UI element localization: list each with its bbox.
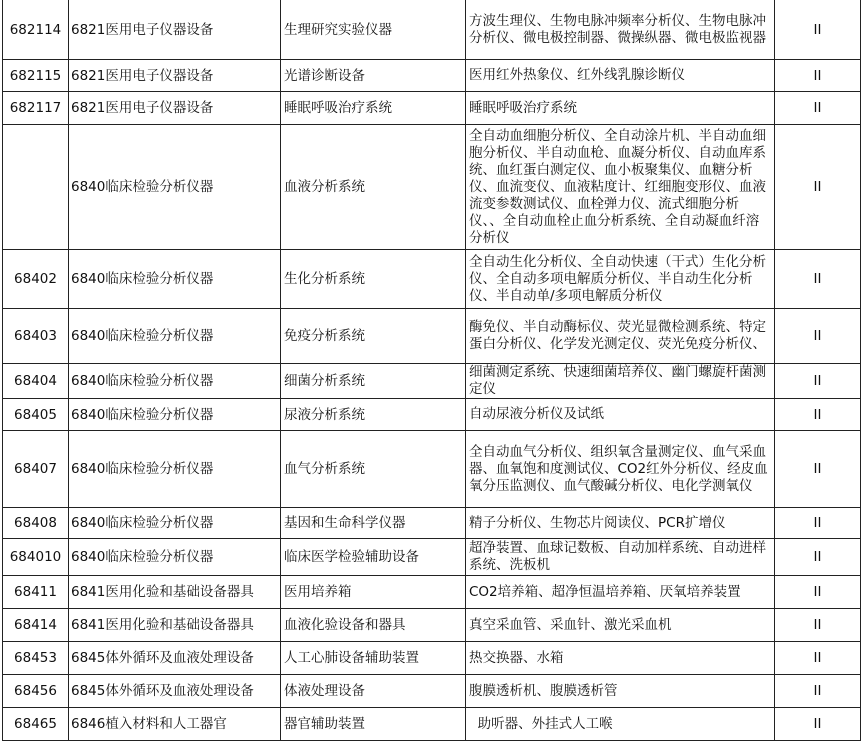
subcategory-cell: 生理研究实验仪器 <box>281 0 466 60</box>
products-cell: 助听器、外挂式人工喉 <box>466 708 775 741</box>
class-cell: II <box>775 508 861 539</box>
category-cell: 6840临床检验分析仪器 <box>69 250 281 309</box>
table-row <box>3 399 861 431</box>
class-cell: II <box>775 609 861 642</box>
subcategory-cell: 尿液分析系统 <box>281 399 466 431</box>
table-row <box>3 0 861 60</box>
code-cell: 684010 <box>3 539 69 576</box>
subcategory-cell: 血气分析系统 <box>281 431 466 508</box>
products-cell: 腹膜透析机、腹膜透析管 <box>466 675 775 708</box>
table-row <box>3 364 861 399</box>
category-cell: 6841医用化验和基础设备器具 <box>69 576 281 609</box>
class-cell: II <box>775 125 861 250</box>
subcategory-cell: 人工心肺设备辅助装置 <box>281 642 466 675</box>
code-cell: 682117 <box>3 92 69 125</box>
code-cell: 68408 <box>3 508 69 539</box>
code-cell: 68411 <box>3 576 69 609</box>
category-cell: 6841医用化验和基础设备器具 <box>69 609 281 642</box>
subcategory-cell: 器官辅助装置 <box>281 708 466 741</box>
code-cell <box>3 125 69 250</box>
code-cell: 68407 <box>3 431 69 508</box>
category-cell: 6840临床检验分析仪器 <box>69 431 281 508</box>
products-cell: 医用红外热象仪、红外线乳腺诊断仪 <box>466 60 775 92</box>
class-cell: II <box>775 675 861 708</box>
products-cell: 酶免仪、半自动酶标仪、荧光显微检测系统、特定蛋白分析仪、化学发光测定仪、荧光免疫分析仪、 <box>466 309 775 364</box>
category-cell: 6821医用电子仪器设备 <box>69 0 281 60</box>
table-row <box>3 431 861 508</box>
code-cell: 68414 <box>3 609 69 642</box>
code-cell: 682115 <box>3 60 69 92</box>
subcategory-cell: 血液化验设备和器具 <box>281 609 466 642</box>
products-cell: 全自动血气分析仪、组织氧含量测定仪、血气采血器、血氧饱和度测试仪、CO2红外分析仪、经皮血氧分压监测仪、血气酸碱分析仪、电化学测氧仪 <box>466 431 775 508</box>
table-row <box>3 250 861 309</box>
table-row <box>3 125 861 250</box>
category-cell: 6840临床检验分析仪器 <box>69 125 281 250</box>
category-cell: 6840临床检验分析仪器 <box>69 309 281 364</box>
class-cell: II <box>775 399 861 431</box>
products-cell: 全自动生化分析仪、全自动快速（干式）生化分析仪、全自动多项电解质分析仪、半自动生化分析仪、半自动单/多项电解质分析仪 <box>466 250 775 309</box>
code-cell: 68403 <box>3 309 69 364</box>
code-cell: 68453 <box>3 642 69 675</box>
table-row <box>3 92 861 125</box>
products-cell: 方波生理仪、生物电脉冲频率分析仪、生物电脉冲分析仪、微电极控制器、微操纵器、微电极监视器 <box>466 0 775 60</box>
subcategory-cell: 免疫分析系统 <box>281 309 466 364</box>
products-cell: CO2培养箱、超净恒温培养箱、厌氧培养装置 <box>466 576 775 609</box>
class-cell: II <box>775 309 861 364</box>
class-cell: II <box>775 576 861 609</box>
class-cell: II <box>775 250 861 309</box>
table-row <box>3 708 861 741</box>
category-cell: 6821医用电子仪器设备 <box>69 60 281 92</box>
device-classification-table <box>2 0 861 741</box>
class-cell: II <box>775 539 861 576</box>
class-cell: II <box>775 92 861 125</box>
class-cell: II <box>775 0 861 60</box>
category-cell: 6840临床检验分析仪器 <box>69 539 281 576</box>
code-cell: 68456 <box>3 675 69 708</box>
subcategory-cell: 体液处理设备 <box>281 675 466 708</box>
subcategory-cell: 光谱诊断设备 <box>281 60 466 92</box>
subcategory-cell: 医用培养箱 <box>281 576 466 609</box>
subcategory-cell: 血液分析系统 <box>281 125 466 250</box>
products-cell: 精子分析仪、生物芯片阅读仪、PCR扩增仪 <box>466 508 775 539</box>
products-cell: 真空采血管、采血针、激光采血机 <box>466 609 775 642</box>
table-row <box>3 576 861 609</box>
products-cell: 热交换器、水箱 <box>466 642 775 675</box>
products-cell: 自动尿液分析仪及试纸 <box>466 399 775 431</box>
subcategory-cell: 睡眠呼吸治疗系统 <box>281 92 466 125</box>
category-cell: 6840临床检验分析仪器 <box>69 364 281 399</box>
subcategory-cell: 生化分析系统 <box>281 250 466 309</box>
category-cell: 6845体外循环及血液处理设备 <box>69 675 281 708</box>
products-cell: 睡眠呼吸治疗系统 <box>466 92 775 125</box>
class-cell: II <box>775 708 861 741</box>
products-cell: 细菌测定系统、快速细菌培养仪、幽门螺旋杆菌测定仪 <box>466 364 775 399</box>
table-row <box>3 642 861 675</box>
subcategory-cell: 细菌分析系统 <box>281 364 466 399</box>
products-cell: 超净装置、血球记数板、自动加样系统、自动进样系统、洗板机 <box>466 539 775 576</box>
code-cell: 68402 <box>3 250 69 309</box>
category-cell: 6840临床检验分析仪器 <box>69 399 281 431</box>
table-row <box>3 508 861 539</box>
class-cell: II <box>775 60 861 92</box>
subcategory-cell: 基因和生命科学仪器 <box>281 508 466 539</box>
table-row <box>3 309 861 364</box>
category-cell: 6821医用电子仪器设备 <box>69 92 281 125</box>
table-row <box>3 60 861 92</box>
class-cell: II <box>775 431 861 508</box>
code-cell: 68405 <box>3 399 69 431</box>
table-row <box>3 675 861 708</box>
table-row <box>3 609 861 642</box>
category-cell: 6840临床检验分析仪器 <box>69 508 281 539</box>
subcategory-cell: 临床医学检验辅助设备 <box>281 539 466 576</box>
category-cell: 6845体外循环及血液处理设备 <box>69 642 281 675</box>
products-cell: 全自动血细胞分析仪、全自动涂片机、半自动血细胞分析仪、半自动血枪、血凝分析仪、自动血库系统、血红蛋白测定仪、血小板聚集仪、血糖分析仪、血流变仪、血液粘度计、红细胞变形仪、血液流变参数测试仪、血栓弹力仪、流式细胞分析仪、、全自动血栓止血分析系统、全自动凝血纤溶分析仪 <box>466 125 775 250</box>
class-cell: II <box>775 642 861 675</box>
code-cell: 68465 <box>3 708 69 741</box>
code-cell: 68404 <box>3 364 69 399</box>
table-row <box>3 539 861 576</box>
class-cell: II <box>775 364 861 399</box>
code-cell: 682114 <box>3 0 69 60</box>
category-cell: 6846植入材料和人工器官 <box>69 708 281 741</box>
